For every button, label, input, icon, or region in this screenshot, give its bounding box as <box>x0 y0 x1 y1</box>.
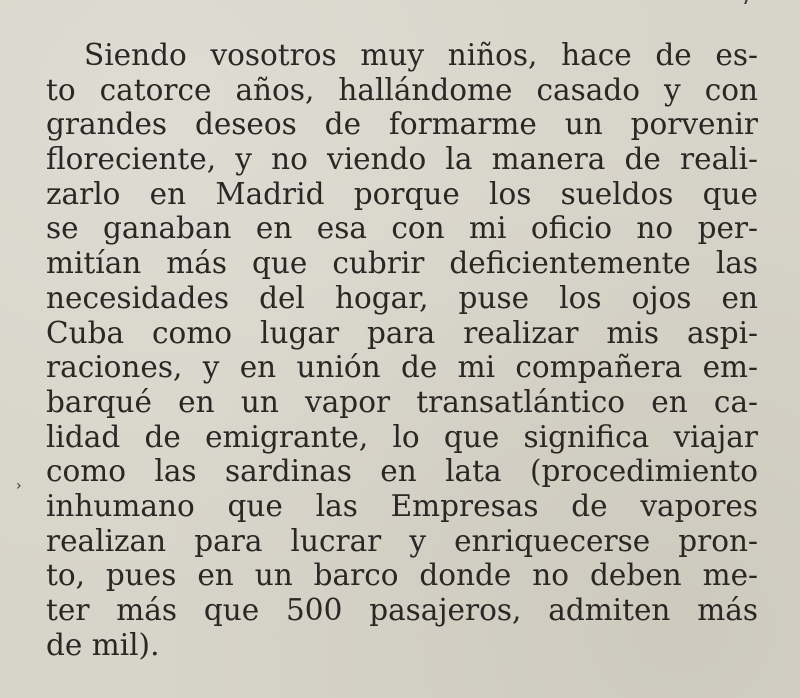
paragraph-line: como las sardinas en lata (procedimiento <box>46 454 758 489</box>
paragraph-line: floreciente, y no viendo la manera de reali- <box>46 142 758 177</box>
paragraph-line: realizan para lucrar y enriquecerse pron- <box>46 523 758 558</box>
paragraph-line: grandes deseos de formarme un porvenir <box>46 107 758 142</box>
paragraph <box>46 38 758 662</box>
paragraph-line: inhumano que las Empresas de vapores <box>46 488 758 523</box>
paragraph-line: to, pues en un barco donde no deben me- <box>46 558 758 593</box>
paragraph-line: ter más que 500 pasajeros, admiten más <box>46 593 758 627</box>
paragraph-line: Siendo vosotros muy niños, hace de es- <box>84 38 758 72</box>
margin-ink-mark: › <box>16 478 22 494</box>
paragraph-line: de mil). <box>46 627 160 662</box>
paragraph-line: se ganaban en esa con mi oficio no per- <box>46 211 758 246</box>
paragraph-line: raciones, y en unión de mi compañera em- <box>46 350 758 385</box>
paragraph-line: mitían más que cubrir deficientemente las <box>46 246 758 281</box>
paragraph-line: to catorce años, hallándome casado y con <box>46 72 758 107</box>
paragraph-line: Cuba como lugar para realizar mis aspi- <box>46 315 758 350</box>
corner-ink-mark <box>738 0 750 4</box>
paragraph-line: zarlo en Madrid porque los sueldos que <box>46 176 758 211</box>
paragraph-line: barqué en un vapor transatlántico en ca- <box>46 384 758 419</box>
paragraph-line: lidad de emigrante, lo que significa viajar <box>46 419 758 454</box>
paragraph-line: necesidades del hogar, puse los ojos en <box>46 280 758 315</box>
